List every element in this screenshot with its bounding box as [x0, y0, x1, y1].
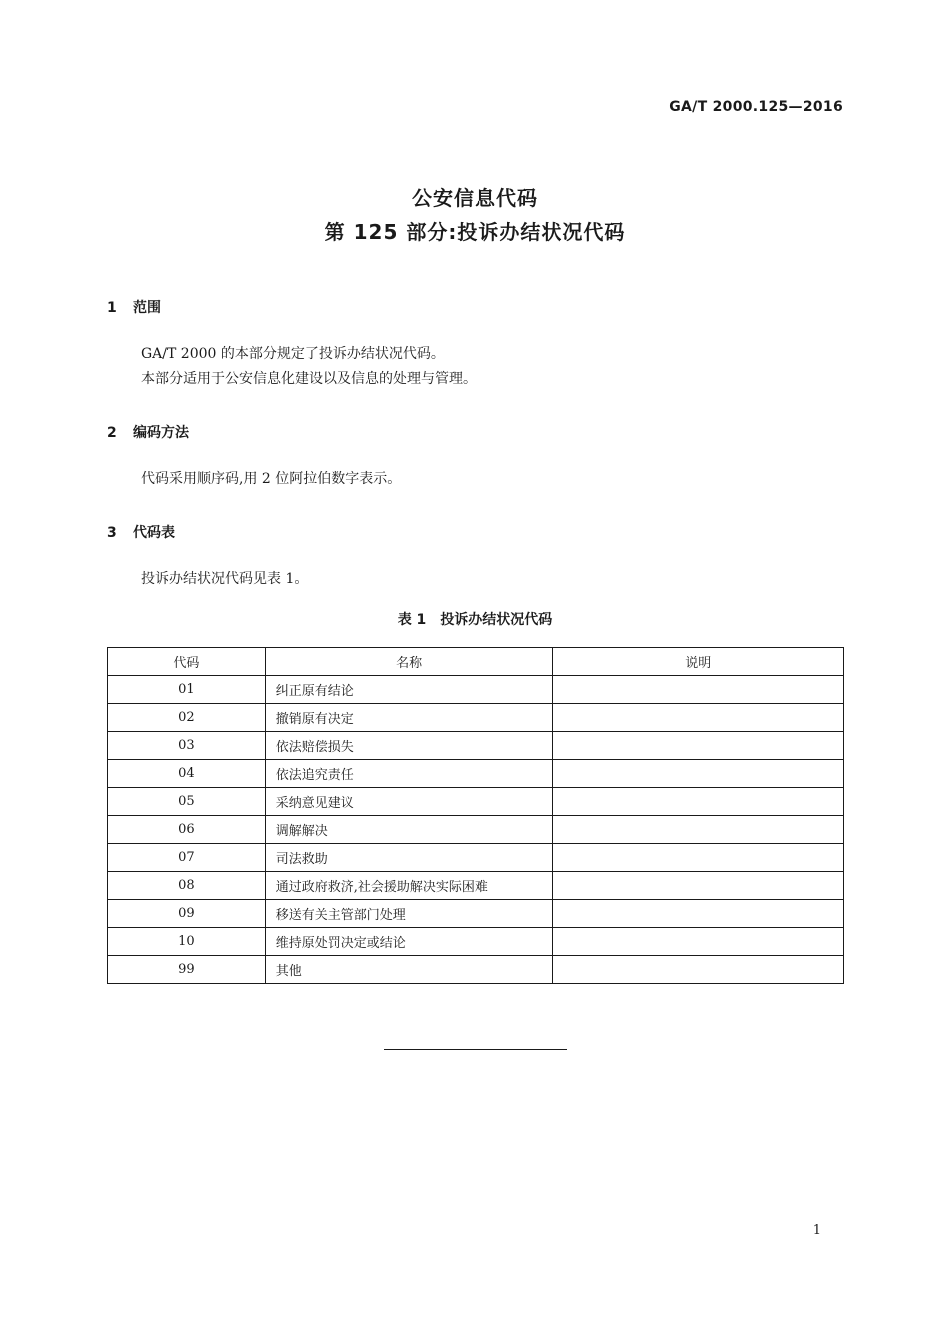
section-heading-scope: [107, 297, 161, 317]
table-row: [108, 928, 844, 956]
description-cell: [553, 844, 844, 872]
table-row: [108, 760, 844, 788]
code-cell: 06: [108, 816, 266, 844]
page-number: 1: [812, 1223, 821, 1238]
paragraph: GA/T 2000 的本部分规定了投诉办结状况代码。: [141, 346, 445, 362]
code-cell: 04: [108, 760, 266, 788]
name-cell: 维持原处罚决定或结论: [265, 928, 553, 956]
table-caption: [0, 609, 950, 629]
code-cell: 10: [108, 928, 266, 956]
table-row: [108, 844, 844, 872]
description-cell: [553, 704, 844, 732]
table-row: [108, 704, 844, 732]
name-cell: 司法救助: [265, 844, 553, 872]
table-caption-title: 投诉办结状况代码: [440, 612, 553, 628]
name-cell: 撤销原有决定: [265, 704, 553, 732]
description-cell: [553, 956, 844, 984]
paragraph: 本部分适用于公安信息化建设以及信息的处理与管理。: [141, 371, 477, 387]
description-cell: [553, 872, 844, 900]
section-number: 2: [107, 425, 117, 441]
name-cell: 通过政府救济,社会援助解决实际困难: [265, 872, 553, 900]
table-row: [108, 900, 844, 928]
section-title: 范围: [133, 300, 161, 316]
code-cell: 99: [108, 956, 266, 984]
table-row: [108, 872, 844, 900]
table-header-row: [108, 648, 844, 676]
code-cell: 01: [108, 676, 266, 704]
code-cell: 03: [108, 732, 266, 760]
name-cell: 纠正原有结论: [265, 676, 553, 704]
code-cell: 07: [108, 844, 266, 872]
table-row: [108, 956, 844, 984]
table-caption-label: 表 1: [397, 612, 427, 628]
code-cell: 05: [108, 788, 266, 816]
column-header-description: 说明: [553, 648, 844, 676]
column-header-name: 名称: [265, 648, 553, 676]
section-heading-encoding: [107, 422, 189, 442]
standard-code: GA/T 2000.125—2016: [669, 99, 843, 115]
name-cell: 移送有关主管部门处理: [265, 900, 553, 928]
description-cell: [553, 816, 844, 844]
table-row: [108, 788, 844, 816]
name-cell: 依法赔偿损失: [265, 732, 553, 760]
code-cell: 09: [108, 900, 266, 928]
code-table: [107, 647, 844, 984]
description-cell: [553, 900, 844, 928]
description-cell: [553, 928, 844, 956]
paragraph: 投诉办结状况代码见表 1。: [141, 571, 309, 587]
document-title: 公安信息代码: [412, 186, 538, 210]
description-cell: [553, 760, 844, 788]
end-of-document-rule: [384, 1049, 567, 1050]
code-cell: 02: [108, 704, 266, 732]
code-cell: 08: [108, 872, 266, 900]
name-cell: 其他: [265, 956, 553, 984]
description-cell: [553, 676, 844, 704]
name-cell: 调解解决: [265, 816, 553, 844]
table-row: [108, 676, 844, 704]
section-title: 代码表: [133, 525, 175, 541]
table-row: [108, 816, 844, 844]
name-cell: 依法追究责任: [265, 760, 553, 788]
paragraph: 代码采用顺序码,用 2 位阿拉伯数字表示。: [141, 471, 402, 487]
description-cell: [553, 788, 844, 816]
section-title: 编码方法: [133, 425, 189, 441]
name-cell: 采纳意见建议: [265, 788, 553, 816]
column-header-code: 代码: [108, 648, 266, 676]
table-row: [108, 732, 844, 760]
section-number: 1: [107, 300, 117, 316]
section-heading-code-table: [107, 522, 175, 542]
section-number: 3: [107, 525, 117, 541]
document-subtitle: 第 125 部分:投诉办结状况代码: [324, 220, 626, 244]
description-cell: [553, 732, 844, 760]
